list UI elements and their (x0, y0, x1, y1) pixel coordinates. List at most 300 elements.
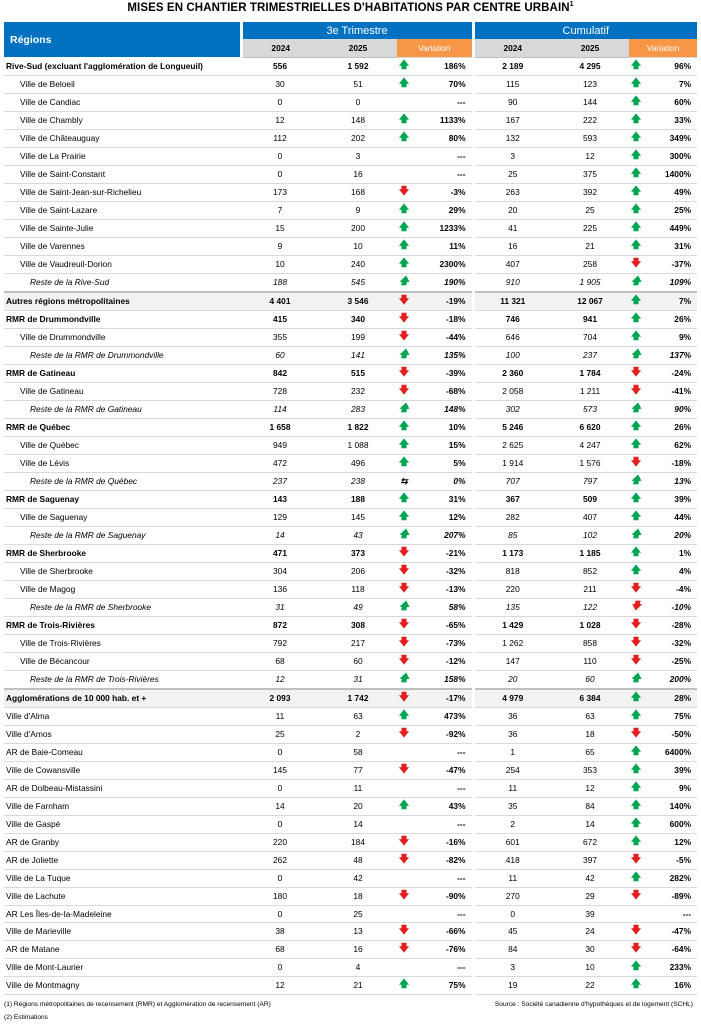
arrow-down-icon: 🡇 (398, 366, 410, 378)
c-arrow (629, 183, 643, 201)
c-2025-value: 39 (551, 905, 629, 922)
q-variation-value: 11% (411, 237, 473, 255)
c-arrow (629, 887, 643, 905)
c-variation-value: -37% (643, 255, 697, 273)
arrow-down-icon: 🡇 (630, 853, 642, 865)
table-row (4, 743, 697, 761)
table-body (4, 57, 697, 994)
c-2024-value: 41 (473, 219, 551, 237)
c-variation-value: 200% (643, 670, 697, 689)
c-arrow (629, 922, 643, 940)
q-2025-value: 21 (319, 976, 397, 994)
q-2025-value: 515 (319, 364, 397, 382)
arrow-up-icon: 🡅 (630, 528, 642, 540)
region-name: Ville de Mont-Laurier (4, 958, 241, 976)
q-variation-value: -92% (411, 725, 473, 743)
arrow-down-icon: 🡇 (398, 889, 410, 901)
c-2024-value: 4 979 (473, 689, 551, 708)
table-row (4, 237, 697, 255)
arrow-up-icon: 🡅 (630, 763, 642, 775)
c-arrow (629, 129, 643, 147)
q-variation-value: 12% (411, 508, 473, 526)
q-2025-value: 202 (319, 129, 397, 147)
q-arrow (397, 255, 411, 273)
q-2024-value: 262 (241, 851, 319, 869)
arrow-up-icon: 🡅 (398, 672, 410, 684)
q-2024-value: 68 (241, 940, 319, 958)
q-arrow (397, 652, 411, 670)
arrow-up-icon: 🡅 (398, 438, 410, 450)
c-arrow (629, 976, 643, 994)
c-2024-value: 20 (473, 670, 551, 689)
c-2024-value: 19 (473, 976, 551, 994)
arrow-up-icon: 🡅 (398, 348, 410, 360)
c-variation-value: 4% (643, 562, 697, 580)
c-arrow (629, 292, 643, 311)
c-variation-value: -10% (643, 598, 697, 616)
q-2025-value: 184 (319, 833, 397, 851)
c-2025-value: 12 (551, 147, 629, 165)
c-2024-value: 20 (473, 201, 551, 219)
arrow-down-icon: 🡇 (398, 924, 410, 936)
arrow-up-icon: 🡅 (630, 546, 642, 558)
arrow-down-icon: 🡇 (398, 763, 410, 775)
c-2025-value: 573 (551, 400, 629, 418)
q-2025-value: 11 (319, 779, 397, 797)
c-2024-value: 84 (473, 940, 551, 958)
q-2024-value: 0 (241, 779, 319, 797)
arrow-up-icon: 🡅 (630, 799, 642, 811)
q-2024-value: 68 (241, 652, 319, 670)
c-arrow (629, 779, 643, 797)
c-arrow (629, 508, 643, 526)
arrow-down-icon: 🡇 (630, 582, 642, 594)
q-2024-value: 9 (241, 237, 319, 255)
q-arrow (397, 526, 411, 544)
c-variation-value: 62% (643, 436, 697, 454)
table-title: MISES EN CHANTIER TRIMESTRIELLES D'HABITATIONS PAR CENTRE URBAIN$^1$ (127, 1, 574, 14)
arrow-up-icon: 🡅 (398, 978, 410, 990)
table-row (4, 958, 697, 976)
q-variation-value: 158% (411, 670, 473, 689)
q-2024-value: 0 (241, 147, 319, 165)
q-arrow (397, 544, 411, 562)
c-variation-value: 9% (643, 328, 697, 346)
c-variation-value: 7% (643, 75, 697, 93)
arrow-up-icon: 🡅 (630, 149, 642, 161)
region-name: Ville de Candiac (4, 93, 241, 111)
c-2025-value: 24 (551, 922, 629, 940)
q-2025-value: 3 (319, 147, 397, 165)
c-2025-value: 1 576 (551, 454, 629, 472)
c-2024-value: 254 (473, 761, 551, 779)
c-arrow (629, 219, 643, 237)
footnote-2: (2) Estimations (4, 1014, 48, 1021)
table-row (4, 382, 697, 400)
source-note: Source : Société canadienne d'hypothèques et de logement (SCHL) (494, 1001, 693, 1008)
arrow-down-icon: 🡇 (398, 185, 410, 197)
q-2024-value: 949 (241, 436, 319, 454)
q-2024-value: 304 (241, 562, 319, 580)
q-2024-value: 38 (241, 922, 319, 940)
q-2024-value: 173 (241, 183, 319, 201)
q-variation-value: -12% (411, 652, 473, 670)
table-row (4, 940, 697, 958)
c-2024-value: 132 (473, 129, 551, 147)
c-variation-value: 28% (643, 689, 697, 708)
c-2024-value: 220 (473, 580, 551, 598)
q-variation-value: -68% (411, 382, 473, 400)
table-row (4, 905, 697, 922)
table-row (4, 292, 697, 311)
q-2024-value: 136 (241, 580, 319, 598)
arrow-up-icon: 🡅 (630, 420, 642, 432)
q-arrow (397, 634, 411, 652)
c-variation-value: 13% (643, 472, 697, 490)
q-variation-value: --- (411, 743, 473, 761)
c-2024-value: 2 058 (473, 382, 551, 400)
c-arrow (629, 940, 643, 958)
c-2024-value: 746 (473, 310, 551, 328)
arrow-down-icon: 🡇 (398, 294, 410, 306)
arrow-down-icon: 🡇 (630, 654, 642, 666)
arrow-up-icon: 🡅 (398, 510, 410, 522)
c-2025-value: 237 (551, 346, 629, 364)
q-2025-value: 0 (319, 93, 397, 111)
q-arrow (397, 887, 411, 905)
region-name: AR de Granby (4, 833, 241, 851)
region-name: Ville de Saint-Jean-sur-Richelieu (4, 183, 241, 201)
c-2025-value: 797 (551, 472, 629, 490)
table-row (4, 670, 697, 689)
table-row (4, 165, 697, 183)
c-arrow (629, 725, 643, 743)
q-2025-value: 308 (319, 616, 397, 634)
q-arrow (397, 976, 411, 994)
header-cumulative: Cumulatif (473, 22, 697, 39)
region-name: Ville de Lachute (4, 887, 241, 905)
arrow-up-icon: 🡅 (630, 294, 642, 306)
q-2025-value: 60 (319, 652, 397, 670)
c-2025-value: 1 905 (551, 273, 629, 292)
c-2025-value: 509 (551, 490, 629, 508)
c-2025-value: 941 (551, 310, 629, 328)
region-name: Ville de Gatineau (4, 382, 241, 400)
q-2025-value: 199 (319, 328, 397, 346)
header-c-variation: Variation (629, 39, 697, 57)
arrow-up-icon: 🡅 (398, 799, 410, 811)
arrow-up-icon: 🡅 (630, 672, 642, 684)
c-2024-value: 100 (473, 346, 551, 364)
q-variation-value: --- (411, 147, 473, 165)
q-variation-value: 75% (411, 976, 473, 994)
arrow-up-icon: 🡅 (630, 348, 642, 360)
c-2025-value: 12 (551, 779, 629, 797)
arrow-up-icon: 🡅 (630, 203, 642, 215)
c-2024-value: 3 (473, 958, 551, 976)
region-name: Ville de Trois-Rivières (4, 634, 241, 652)
region-name: AR de Joliette (4, 851, 241, 869)
region-name: Reste de la RMR de Saguenay (4, 526, 241, 544)
c-2025-value: 18 (551, 725, 629, 743)
c-2024-value: 0 (473, 905, 551, 922)
c-2025-value: 60 (551, 670, 629, 689)
table-row (4, 616, 697, 634)
c-arrow (629, 328, 643, 346)
q-variation-value: 190% (411, 273, 473, 292)
region-name: Reste de la RMR de Sherbrooke (4, 598, 241, 616)
q-variation-value: 31% (411, 490, 473, 508)
q-variation-value: 43% (411, 797, 473, 815)
q-variation-value: -47% (411, 761, 473, 779)
c-arrow (629, 147, 643, 165)
q-arrow (397, 815, 411, 833)
c-arrow (629, 165, 643, 183)
q-variation-value: -73% (411, 634, 473, 652)
q-2025-value: 232 (319, 382, 397, 400)
q-2024-value: 872 (241, 616, 319, 634)
c-arrow (629, 815, 643, 833)
q-2024-value: 12 (241, 976, 319, 994)
q-2024-value: 14 (241, 797, 319, 815)
c-2024-value: 2 189 (473, 57, 551, 75)
q-variation-value: -82% (411, 851, 473, 869)
c-arrow (629, 237, 643, 255)
c-2025-value: 123 (551, 75, 629, 93)
q-variation-value: -18% (411, 310, 473, 328)
c-2025-value: 1 185 (551, 544, 629, 562)
region-name: Ville de Saguenay (4, 508, 241, 526)
q-arrow (397, 743, 411, 761)
table-row (4, 526, 697, 544)
region-name: Reste de la RMR de Gatineau (4, 400, 241, 418)
q-arrow (397, 219, 411, 237)
c-arrow (629, 346, 643, 364)
arrow-up-icon: 🡅 (630, 275, 642, 287)
c-2025-value: 375 (551, 165, 629, 183)
arrow-up-icon: 🡅 (630, 691, 642, 703)
q-2024-value: 25 (241, 725, 319, 743)
c-2024-value: 147 (473, 652, 551, 670)
q-variation-value: --- (411, 958, 473, 976)
q-arrow (397, 616, 411, 634)
c-variation-value: 60% (643, 93, 697, 111)
table-row (4, 436, 697, 454)
q-arrow (397, 725, 411, 743)
table-row (4, 815, 697, 833)
c-2025-value: 21 (551, 237, 629, 255)
q-2024-value: 112 (241, 129, 319, 147)
arrow-up-icon: 🡅 (398, 492, 410, 504)
q-2024-value: 556 (241, 57, 319, 75)
q-arrow (397, 165, 411, 183)
c-2025-value: 22 (551, 976, 629, 994)
arrow-up-icon: 🡅 (630, 167, 642, 179)
c-arrow (629, 273, 643, 292)
q-variation-value: 135% (411, 346, 473, 364)
q-variation-value: 473% (411, 707, 473, 725)
c-arrow (629, 689, 643, 708)
arrow-down-icon: 🡇 (630, 924, 642, 936)
region-name: Ville de Cowansville (4, 761, 241, 779)
q-arrow (397, 237, 411, 255)
q-arrow (397, 851, 411, 869)
q-2025-value: 148 (319, 111, 397, 129)
table-row (4, 454, 697, 472)
housing-starts-table (4, 22, 697, 995)
q-arrow (397, 508, 411, 526)
q-arrow (397, 490, 411, 508)
table-row (4, 797, 697, 815)
arrow-up-icon: 🡅 (630, 113, 642, 125)
table-row (4, 93, 697, 111)
arrow-down-icon: 🡇 (630, 942, 642, 954)
c-variation-value: 39% (643, 490, 697, 508)
c-arrow (629, 436, 643, 454)
c-variation-value: -50% (643, 725, 697, 743)
arrow-down-icon: 🡇 (398, 330, 410, 342)
header-q-variation: Variation (397, 39, 473, 57)
table-row (4, 689, 697, 708)
c-arrow (629, 869, 643, 887)
q-arrow (397, 400, 411, 418)
arrow-down-icon: 🡇 (398, 835, 410, 847)
q-2024-value: 0 (241, 815, 319, 833)
region-name: Ville de Montmagny (4, 976, 241, 994)
c-variation-value: 96% (643, 57, 697, 75)
arrow-down-icon: 🡇 (630, 636, 642, 648)
c-variation-value: -25% (643, 652, 697, 670)
q-2025-value: 3 546 (319, 292, 397, 311)
table-row (4, 976, 697, 994)
c-variation-value: -89% (643, 887, 697, 905)
c-2025-value: 4 247 (551, 436, 629, 454)
q-2025-value: 1 088 (319, 436, 397, 454)
c-variation-value: -24% (643, 364, 697, 382)
arrow-down-icon: 🡇 (630, 384, 642, 396)
arrow-down-icon: 🡇 (630, 727, 642, 739)
q-2025-value: 4 (319, 958, 397, 976)
c-2025-value: 4 295 (551, 57, 629, 75)
table-row (4, 833, 697, 851)
q-2024-value: 10 (241, 255, 319, 273)
c-variation-value: -41% (643, 382, 697, 400)
arrow-down-icon: 🡇 (398, 564, 410, 576)
c-arrow (629, 382, 643, 400)
q-2025-value: 43 (319, 526, 397, 544)
q-2024-value: 12 (241, 111, 319, 129)
table-row (4, 57, 697, 75)
arrow-up-icon: 🡅 (398, 59, 410, 71)
arrow-down-icon: 🡇 (398, 312, 410, 324)
q-2024-value: 145 (241, 761, 319, 779)
c-2024-value: 601 (473, 833, 551, 851)
region-name: Ville de Saint-Constant (4, 165, 241, 183)
c-2024-value: 25 (473, 165, 551, 183)
arrow-up-icon: 🡅 (630, 59, 642, 71)
c-variation-value: 282% (643, 869, 697, 887)
q-arrow (397, 689, 411, 708)
c-2025-value: 225 (551, 219, 629, 237)
q-2024-value: 472 (241, 454, 319, 472)
q-2024-value: 31 (241, 598, 319, 616)
q-2025-value: 238 (319, 472, 397, 490)
c-2024-value: 36 (473, 725, 551, 743)
c-2025-value: 258 (551, 255, 629, 273)
q-variation-value: -17% (411, 689, 473, 708)
header-c-2025: 2025 (551, 39, 629, 57)
table-row (4, 183, 697, 201)
c-variation-value: 7% (643, 292, 697, 311)
q-arrow (397, 797, 411, 815)
header-q-2024: 2024 (241, 39, 319, 57)
table-row (4, 779, 697, 797)
arrow-up-icon: 🡅 (398, 77, 410, 89)
c-arrow (629, 364, 643, 382)
c-arrow (629, 526, 643, 544)
q-2024-value: 842 (241, 364, 319, 382)
c-2024-value: 407 (473, 255, 551, 273)
table-row (4, 328, 697, 346)
arrow-up-icon: 🡅 (398, 203, 410, 215)
q-2024-value: 180 (241, 887, 319, 905)
q-variation-value: -3% (411, 183, 473, 201)
c-arrow (629, 851, 643, 869)
q-arrow (397, 418, 411, 436)
arrow-up-icon: 🡅 (630, 709, 642, 721)
c-2025-value: 25 (551, 201, 629, 219)
arrow-up-icon: 🡅 (398, 221, 410, 233)
q-2024-value: 14 (241, 526, 319, 544)
arrow-down-icon: 🡇 (398, 691, 410, 703)
q-2025-value: 200 (319, 219, 397, 237)
arrow-up-icon: 🡅 (398, 456, 410, 468)
q-variation-value: -66% (411, 922, 473, 940)
arrow-up-icon: 🡅 (398, 131, 410, 143)
region-name: Ville de Magog (4, 580, 241, 598)
arrow-up-icon: 🡅 (630, 330, 642, 342)
q-arrow (397, 833, 411, 851)
q-2025-value: 240 (319, 255, 397, 273)
c-2024-value: 45 (473, 922, 551, 940)
c-2025-value: 144 (551, 93, 629, 111)
c-2024-value: 85 (473, 526, 551, 544)
q-arrow (397, 670, 411, 689)
q-variation-value: 1133% (411, 111, 473, 129)
arrows-horizontal-icon: ⇆ (400, 475, 408, 486)
q-variation-value: 1233% (411, 219, 473, 237)
c-arrow (629, 761, 643, 779)
c-arrow (629, 743, 643, 761)
c-2025-value: 1 211 (551, 382, 629, 400)
q-variation-value: 15% (411, 436, 473, 454)
region-name: Ville de La Prairie (4, 147, 241, 165)
q-variation-value: -32% (411, 562, 473, 580)
q-variation-value: -21% (411, 544, 473, 562)
c-2024-value: 5 246 (473, 418, 551, 436)
c-2024-value: 36 (473, 707, 551, 725)
c-2024-value: 167 (473, 111, 551, 129)
q-arrow (397, 273, 411, 292)
q-2025-value: 1 822 (319, 418, 397, 436)
c-arrow (629, 616, 643, 634)
q-variation-value: 70% (411, 75, 473, 93)
q-variation-value: --- (411, 905, 473, 922)
c-2024-value: 418 (473, 851, 551, 869)
q-variation-value: 148% (411, 400, 473, 418)
c-2025-value: 102 (551, 526, 629, 544)
q-variation-value: --- (411, 165, 473, 183)
